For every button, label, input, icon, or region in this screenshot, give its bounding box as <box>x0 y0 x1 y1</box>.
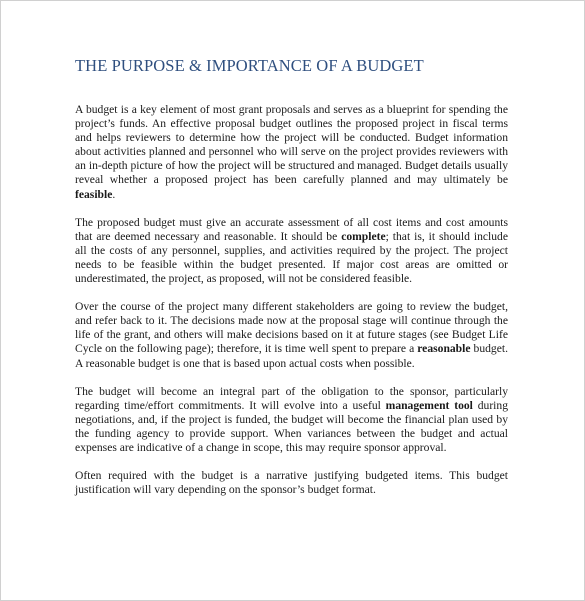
p4-text-2: during negotiations, and, if the project is funded, the budget will become the financial plan used by the funding agency to provide support. When variances between the budget and actual expenses are indicative of a change in scope, this may require sponsor approval. <box>75 398 508 454</box>
document-body <box>75 103 508 497</box>
p1-text-1: A budget is a key element of most grant proposals and serves as a blueprint for spending the project’s funds. An effective proposal budget outlines the proposed project in fiscal terms and helps reviewers to determine how the project will be conducted. Budget information about activities planned and personnel who will serve on the project provides reviewers with an in-depth picture of how the project will be structured and managed. Budget details usually reveal whether a proposed project has been carefully planned and may ultimately be <box>75 103 508 187</box>
p2-text-2: ; that is, it should include all the costs of any personnel, supplies, and activities required by the project. The project needs to be feasible within the budget presented. If major cost areas are omitted or underestimated, the project, as proposed, will not be considered feasible. <box>75 229 509 286</box>
paragraph-3 <box>75 300 508 370</box>
page-title: THE PURPOSE & IMPORTANCE OF A BUDGET <box>75 56 424 75</box>
paragraph-2 <box>75 216 508 286</box>
paragraph-5 <box>75 469 508 497</box>
paragraph-4 <box>75 385 508 455</box>
p3-bold-reasonable: reasonable <box>417 342 471 356</box>
p2-text-1: The proposed budget must give an accurate assessment of all cost items and cost amounts that are deemed necessary and reasonable. It should be <box>75 215 508 243</box>
p1-bold-feasible: feasible <box>75 187 113 201</box>
paragraph-1 <box>75 103 508 202</box>
p4-text-1: The budget will become an integral part of the obligation to the sponsor, particularly regarding time/effort commitments. It will evolve into a useful <box>75 384 508 412</box>
p5-text-1: Often required with the budget is a narrative justifying budgeted items. This budget justification will vary depending on the sponsor’s budget format. <box>75 469 508 497</box>
p1-text-2: . <box>112 187 116 201</box>
p4-bold-management-tool: management tool <box>385 398 473 412</box>
p3-text-2: budget. A reasonable budget is one that is based upon actual costs when possible. <box>75 342 508 370</box>
p2-bold-complete: complete <box>341 229 386 243</box>
p3-text-1: Over the course of the project many different stakeholders are going to review the budget, and refer back to it. The decisions made now at the proposal stage will continue through the life of the grant, and others will make decisions based on it at future stages (see Budget Life Cycle on the following page); therefore, it is time well spent to prepare a <box>75 300 508 356</box>
